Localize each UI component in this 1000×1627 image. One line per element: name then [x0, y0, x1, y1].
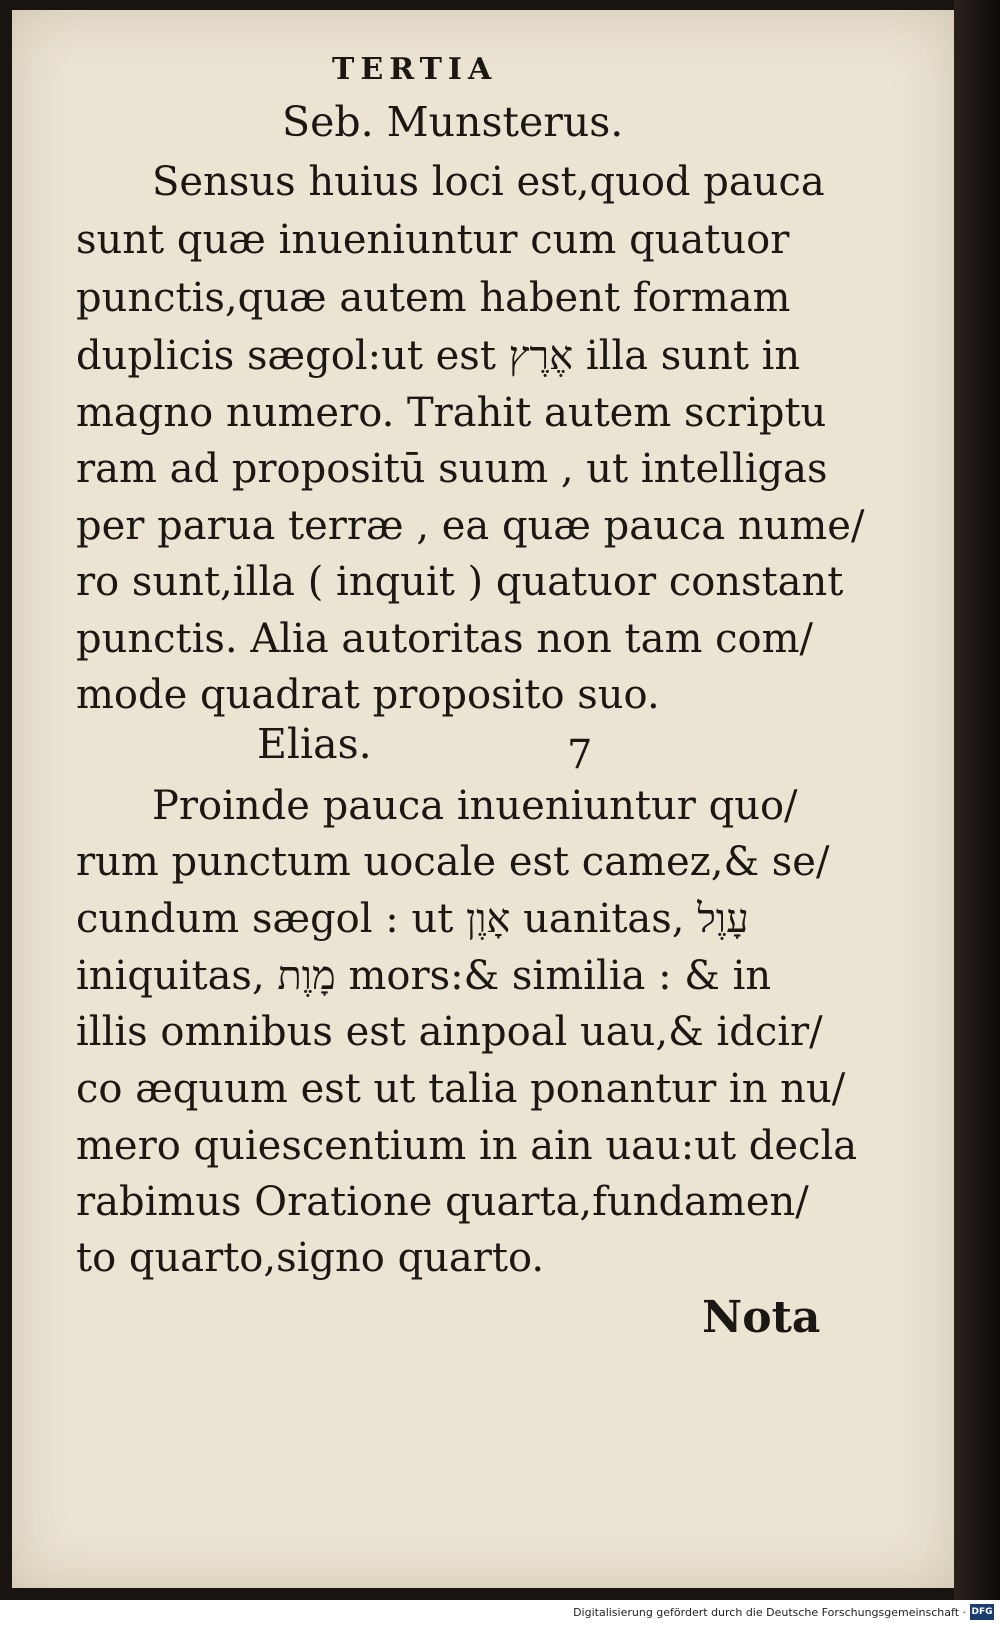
text-line: punctis. Alia autoritas non tam com/	[76, 616, 814, 662]
text-block	[12, 10, 954, 1588]
text-line: rabimus Oratione quarta,fundamen/	[76, 1179, 809, 1225]
text-line: ram ad propositū suum , ut intelligas	[76, 446, 828, 492]
speaker-elias: Elias.	[257, 720, 372, 768]
running-head: TERTIA	[332, 52, 498, 87]
text-line: co æquum est ut talia ponantur in nu/	[76, 1066, 846, 1112]
footer-bar	[0, 1600, 1000, 1627]
text-line: magno numero. Trahit autem scriptu	[76, 390, 827, 436]
text-line: mode quadrat proposito suo.	[76, 672, 660, 718]
text-line: cundum sægol : ut אָוֶן uanitas, עָוֶל	[76, 896, 749, 942]
text-line: per parua terræ , ea quæ pauca nume/	[76, 503, 865, 549]
text-line: mero quiescentium in ain uau:ut decla	[76, 1123, 858, 1169]
catchword: Nota	[702, 1292, 821, 1343]
text-line: iniquitas, מָוֶת mors:& similia : & in	[76, 953, 772, 999]
speaker-munsterus: Seb. Munsterus.	[282, 98, 624, 146]
text-line: to quarto,signo quarto.	[76, 1235, 545, 1281]
text-line: Sensus huius loci est,quod pauca	[152, 159, 825, 205]
text-line: Proinde pauca inueniuntur quo/	[152, 783, 798, 829]
text-line: illis omnibus est ainpoal uau,& idcir/	[76, 1009, 823, 1055]
text-line: punctis,quæ autem habent formam	[76, 275, 791, 321]
section-number: 7	[567, 732, 593, 778]
text-line: sunt quæ inueniuntur cum quatuor	[76, 217, 790, 263]
book-page	[12, 10, 954, 1588]
book-edge	[954, 0, 1000, 1600]
text-line: rum punctum uocale est camez,& se/	[76, 839, 830, 885]
text-line: duplicis sægol:ut est אֶרֶץ illa sunt in	[76, 333, 801, 379]
dfg-logo-icon: DFG	[970, 1604, 994, 1620]
text-line: ro sunt,illa ( inquit ) quatuor constant	[76, 559, 844, 605]
footer-credit: Digitalisierung gefördert durch die Deutsche Forschungsgemeinschaft ·	[573, 1606, 966, 1619]
